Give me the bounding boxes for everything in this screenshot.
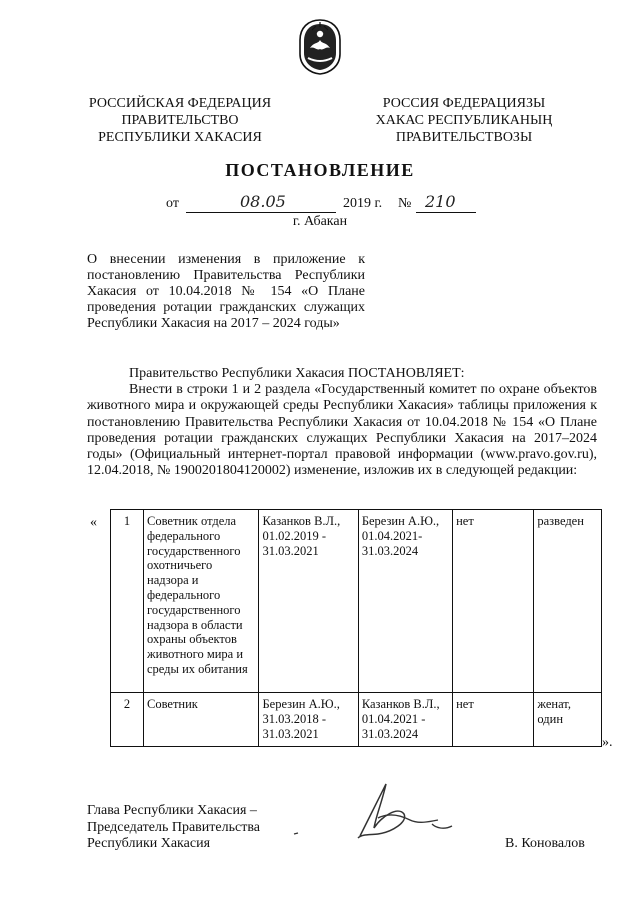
header-right-line: ХАКАС РЕСПУБЛИКАНЫҢ xyxy=(375,113,553,128)
header-left-line: РЕСПУБЛИКИ ХАКАСИЯ xyxy=(98,130,262,145)
number-label: № xyxy=(398,196,412,211)
signatory-name: В. Коновалов xyxy=(505,836,585,851)
signatory-line: Глава Республики Хакасия – xyxy=(87,803,257,818)
document-subject: О внесении изменения в приложение к постановлению Правительства Республики Хакасия от 10.04.2018 № 154 «О Плане проведения ротации гражданских служащих Республики Хакасия на 2017 – 2024 годы» xyxy=(87,252,365,331)
city: г. Абакан xyxy=(292,214,348,229)
quote-open: « xyxy=(90,515,97,530)
cell-num: 2 xyxy=(111,693,144,747)
table-row xyxy=(111,510,602,693)
body-paragraph-1: Правительство Республики Хакасия ПОСТАНОВЛЯЕТ: xyxy=(129,366,465,381)
date-prefix: от xyxy=(166,196,179,211)
cell-marital: разведен xyxy=(534,510,602,693)
signatory-line: Республики Хакасия xyxy=(87,836,211,851)
cell-note: нет xyxy=(453,693,534,747)
year-text: 2019 г. xyxy=(343,196,383,211)
cell-position: Советник отдела федерального государственного охотничьего надзора и федерального государственного надзора в области охраны объектов животного мира и среды их обитания xyxy=(144,510,259,693)
date-handwritten: 08.05 xyxy=(240,192,286,211)
body-paragraph-2: Внести в строки 1 и 2 раздела «Государственный комитет по охране объектов животного мира и окружающей среды Республики Хакасия» таблицы приложения к постановлению Правительства Республики Хакасия от 10.04.2018 № 154 «О Плане проведения ротации гражданских служащих Республики Хакасия на 2017–2024 годы» (Официальный интернет-портал правовой информации (www.pravo.gov.ru), 12.04.2018, № 1900201804120002) изменение, изложив их в следующей редакции: xyxy=(87,382,597,479)
header-right xyxy=(352,95,576,146)
quote-close: ». xyxy=(602,735,613,750)
cell-person-next: Казанков В.Л., 01.04.2021 - 31.03.2024 xyxy=(358,693,452,747)
header-left-line: ПРАВИТЕЛЬСТВО xyxy=(121,113,239,128)
header-right-line: ПРАВИТЕЛЬСТВОЗЫ xyxy=(395,130,533,145)
cell-person-next: Березин А.Ю., 01.04.2021- 31.03.2024 xyxy=(358,510,452,693)
number-handwritten: 210 xyxy=(425,192,456,211)
header-left xyxy=(72,95,288,146)
cell-position: Советник xyxy=(144,693,259,747)
cell-num: 1 xyxy=(111,510,144,693)
cell-person-current: Казанков В.Л., 01.02.2019 - 31.03.2021 xyxy=(259,510,358,693)
handwritten-signature-icon xyxy=(282,776,492,856)
cell-person-current: Березин А.Ю., 31.03.2018 - 31.03.2021 xyxy=(259,693,358,747)
signatory-title xyxy=(87,803,260,853)
header-right-line: РОССИЯ ФЕДЕРАЦИЯЗЫ xyxy=(382,96,546,111)
cell-marital: женат, один xyxy=(534,693,602,747)
coat-of-arms-icon xyxy=(292,18,348,76)
document-title: ПОСТАНОВЛЕНИЕ xyxy=(225,160,415,180)
signatory-line: Председатель Правительства xyxy=(87,819,260,835)
cell-note: нет xyxy=(453,510,534,693)
table-row xyxy=(111,693,602,747)
header-left-line: РОССИЙСКАЯ ФЕДЕРАЦИЯ xyxy=(88,96,272,111)
rotation-table xyxy=(110,509,602,747)
